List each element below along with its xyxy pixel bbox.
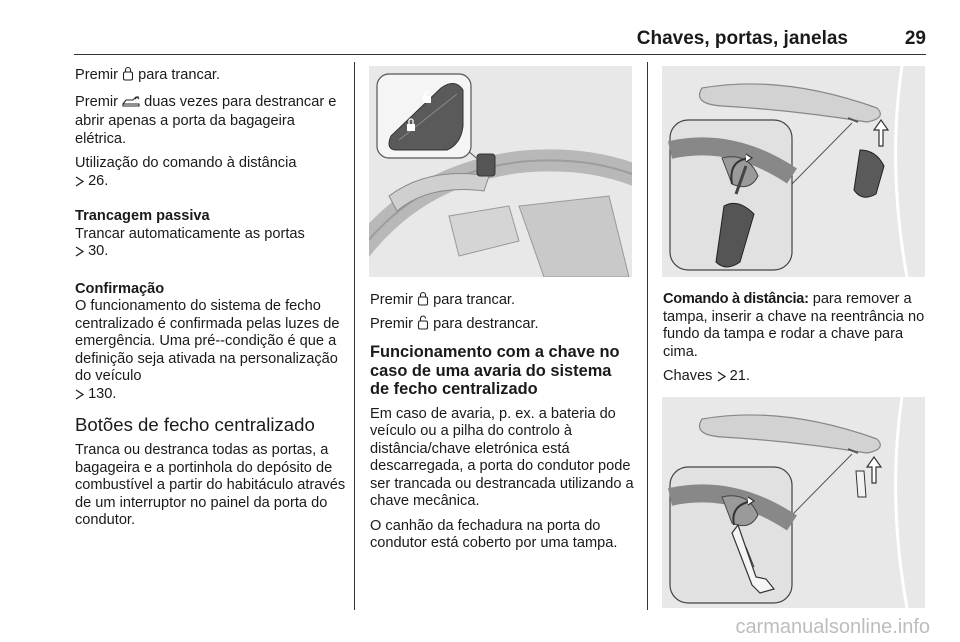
trunk-instruction: Premir duas vezes para destrancar e abrir apenas a porta da bagageira elétrica. — [75, 93, 337, 147]
unlock-icon — [417, 315, 429, 336]
ref-arrow-icon — [75, 388, 84, 406]
confirmation: Confirmação O funcionamento do sistema de fecho centralizado é confirmada pelas luzes de emergência. Uma pré--condição é que a definição seja ativada na personalização do veículo 130. — [75, 281, 347, 406]
lock-icon — [417, 291, 429, 312]
ref-arrow-icon — [717, 370, 726, 388]
lock-cylinder-text: O canhão da fechadura na porta do condutor está coberto por uma tampa. — [370, 517, 618, 551]
confirmation-heading: Confirmação — [75, 280, 165, 297]
column-right — [663, 291, 927, 395]
remote-label: Comando à distância: — [663, 291, 809, 307]
lock-instruction: Premir para trancar. — [75, 66, 347, 87]
passive-locking-heading: Trancagem passiva — [75, 208, 210, 224]
remote-control-reference: Utilização do comando à distância 26. — [75, 155, 347, 192]
cover-removal-illustration — [662, 66, 925, 277]
header-divider — [74, 54, 926, 55]
remote-cover-instruction: Comando à distância: para remover a tampa, inserir a chave na reentrância no fundo da tampa e rodar a chave para cima. — [663, 291, 925, 360]
trunk-icon — [122, 95, 140, 114]
page-number: 29 — [904, 28, 926, 49]
lock-icon — [122, 66, 134, 87]
key-in-lock-illustration — [662, 397, 925, 608]
column-middle — [370, 291, 634, 560]
column-divider-right — [647, 62, 648, 610]
central-locking-buttons-heading: Botões de fecho centralizado — [75, 414, 315, 435]
central-locking-buttons-text: Tranca ou destranca todas as portas, a bagageira e a portinhola do depósito de combustível a partir do habitáculo através de um interruptor no painel da porta do condutor. — [75, 442, 346, 528]
mechanical-key-heading: Funcionamento com a chave no caso de uma avaria do sistema de fecho centralizado — [370, 343, 620, 398]
section-title: Chaves, portas, janelas — [636, 28, 848, 49]
mechanical-key-text: Em caso de avaria, p. ex. a bateria do veículo ou a pilha do controlo à distância/chave eletrónica está descarregada, a porta do condutor pode ser trancada ou destrancada utilizando a chave mecânica. — [370, 405, 634, 509]
ref-arrow-icon — [75, 245, 84, 263]
column-left — [75, 66, 347, 537]
door-switch-illustration — [369, 66, 632, 277]
ref-arrow-icon — [75, 175, 84, 193]
lock-button-instruction: Premir para trancar. — [370, 291, 634, 312]
passive-locking: Trancagem passiva Trancar automaticamente as portas 30. — [75, 208, 347, 263]
watermark: carmanualsonline.info — [735, 616, 930, 638]
unlock-button-instruction: Premir para destrancar. — [370, 315, 634, 336]
keys-reference: Chaves 21. — [663, 368, 927, 388]
column-divider-left — [354, 62, 355, 610]
